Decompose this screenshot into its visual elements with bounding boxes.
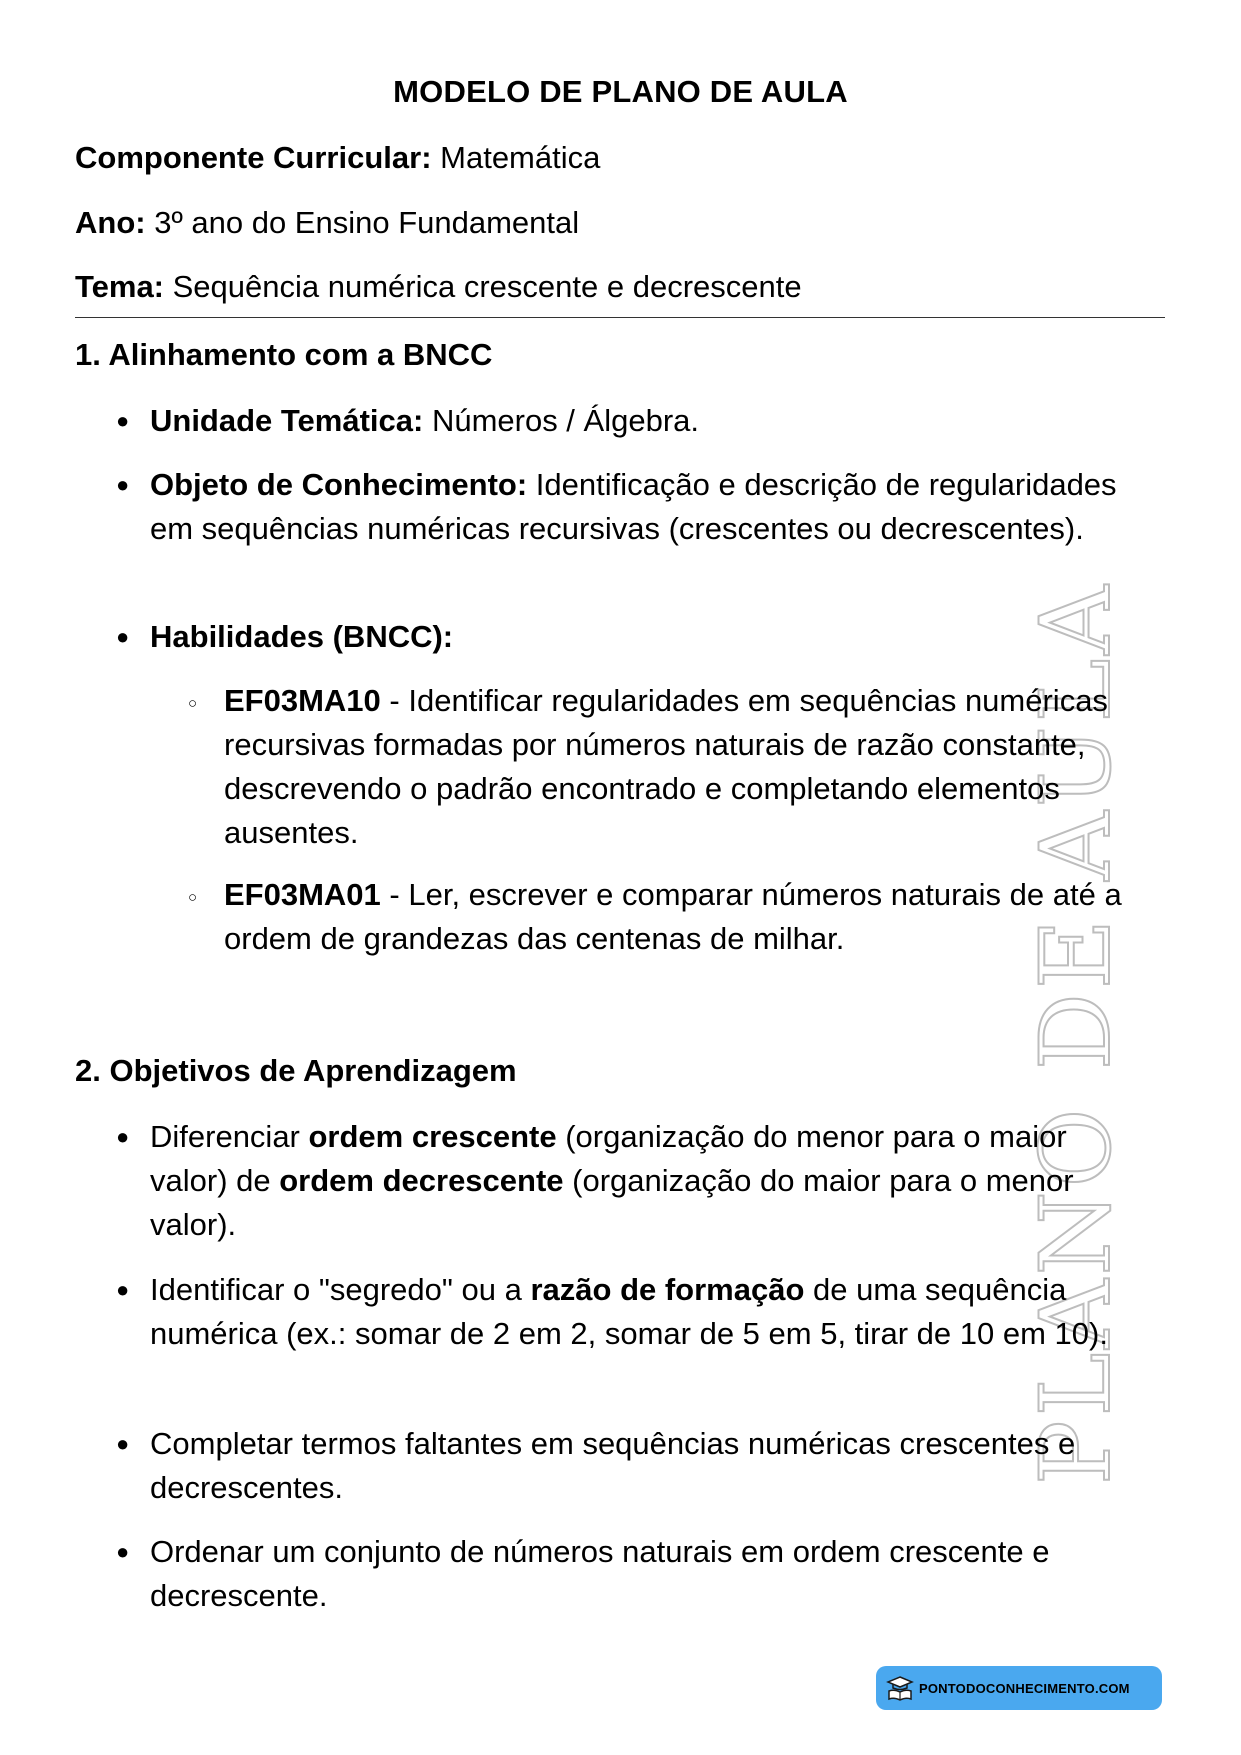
bullet-dot-icon: ● bbox=[116, 1124, 130, 1149]
skill-item bbox=[188, 873, 1169, 961]
objetivo-text: Ordenar um conjunto de números naturais em ordem crescente e decrescente. bbox=[150, 1534, 1050, 1613]
section-heading-objetivos: 2. Objetivos de Aprendizagem bbox=[75, 1053, 517, 1088]
tema-value: Sequência numérica crescente e decrescente bbox=[164, 269, 802, 304]
componente-value: Matemática bbox=[431, 140, 601, 175]
componente-label: Componente Curricular: bbox=[75, 140, 432, 175]
bullet-dot-icon: ● bbox=[116, 472, 130, 497]
list-item-objetivo bbox=[116, 1115, 1150, 1247]
skill-text: - Ler, escrever e comparar números naturais de até a ordem de grandezas das centenas de milhar. bbox=[224, 877, 1122, 956]
list-item-objeto bbox=[116, 463, 1150, 551]
list-item-objetivo bbox=[116, 1530, 1150, 1618]
objeto-label: Objeto de Conhecimento: bbox=[150, 467, 528, 502]
bullet-dot-icon: ● bbox=[116, 408, 130, 433]
habilidades-label: Habilidades (BNCC): bbox=[150, 619, 454, 654]
unidade-value: Números / Álgebra. bbox=[423, 403, 699, 438]
hollow-circle-bullet-icon: ○ bbox=[188, 889, 198, 906]
skill-text: - Identificar regularidades em sequências numéricas recursivas formadas por números naturais de razão constante, descrevendo o padrão encontrado e completando elementos ausentes. bbox=[224, 683, 1108, 850]
watermark: PLANO DE AULA bbox=[1020, 581, 1132, 1485]
bullet-dot-icon: ● bbox=[116, 1431, 130, 1456]
objetivo-text: (organização do maior para o menor valor). bbox=[150, 1163, 1074, 1242]
objetivo-bold: razão de formação bbox=[530, 1272, 805, 1307]
page-title: MODELO DE PLANO DE AULA bbox=[393, 74, 848, 109]
objetivo-text: (organização do menor para o maior valor) de bbox=[150, 1119, 1067, 1198]
objetivo-text: Identificar o "segredo" ou a bbox=[150, 1272, 531, 1307]
bullet-dot-icon: ● bbox=[116, 624, 130, 649]
site-badge[interactable] bbox=[876, 1666, 1162, 1710]
ano-value: 3º ano do Ensino Fundamental bbox=[145, 205, 580, 240]
objetivo-text: de uma sequência numérica (ex.: somar de 2 em 2, somar de 5 em 5, tirar de 10 em 10). bbox=[150, 1272, 1108, 1351]
graduation-cap-book-icon bbox=[886, 1674, 914, 1702]
bullet-dot-icon: ● bbox=[116, 1539, 130, 1564]
objeto-value: Identificação e descrição de regularidades em sequências numéricas recursivas (crescentes ou decrescentes). bbox=[150, 467, 1117, 546]
divider bbox=[75, 317, 1165, 318]
objetivo-bold: ordem crescente bbox=[308, 1119, 557, 1154]
site-badge-label: PONTODOCONHECIMENTO.COM bbox=[919, 1680, 1130, 1696]
skill-code: EF03MA01 bbox=[224, 877, 381, 912]
list-item-habilidades bbox=[116, 615, 1150, 659]
unidade-label: Unidade Temática: bbox=[150, 403, 424, 438]
tema-line bbox=[75, 269, 802, 305]
bullet-dot-icon: ● bbox=[116, 1277, 130, 1302]
objetivo-text: Diferenciar bbox=[150, 1119, 309, 1154]
skill-code: EF03MA10 bbox=[224, 683, 381, 718]
list-item-unidade bbox=[116, 399, 1150, 443]
objetivo-bold: ordem decrescente bbox=[279, 1163, 564, 1198]
componente-line bbox=[75, 140, 600, 176]
tema-label: Tema: bbox=[75, 269, 165, 304]
skill-item bbox=[188, 679, 1154, 855]
objetivo-text: Completar termos faltantes em sequências numéricas crescentes e decrescentes. bbox=[150, 1426, 1076, 1505]
list-item-objetivo bbox=[116, 1268, 1150, 1356]
ano-label: Ano: bbox=[75, 205, 146, 240]
hollow-circle-bullet-icon: ○ bbox=[188, 695, 198, 712]
section-heading-bncc: 1. Alinhamento com a BNCC bbox=[75, 337, 493, 372]
ano-line bbox=[75, 205, 579, 241]
list-item-objetivo bbox=[116, 1422, 1150, 1510]
